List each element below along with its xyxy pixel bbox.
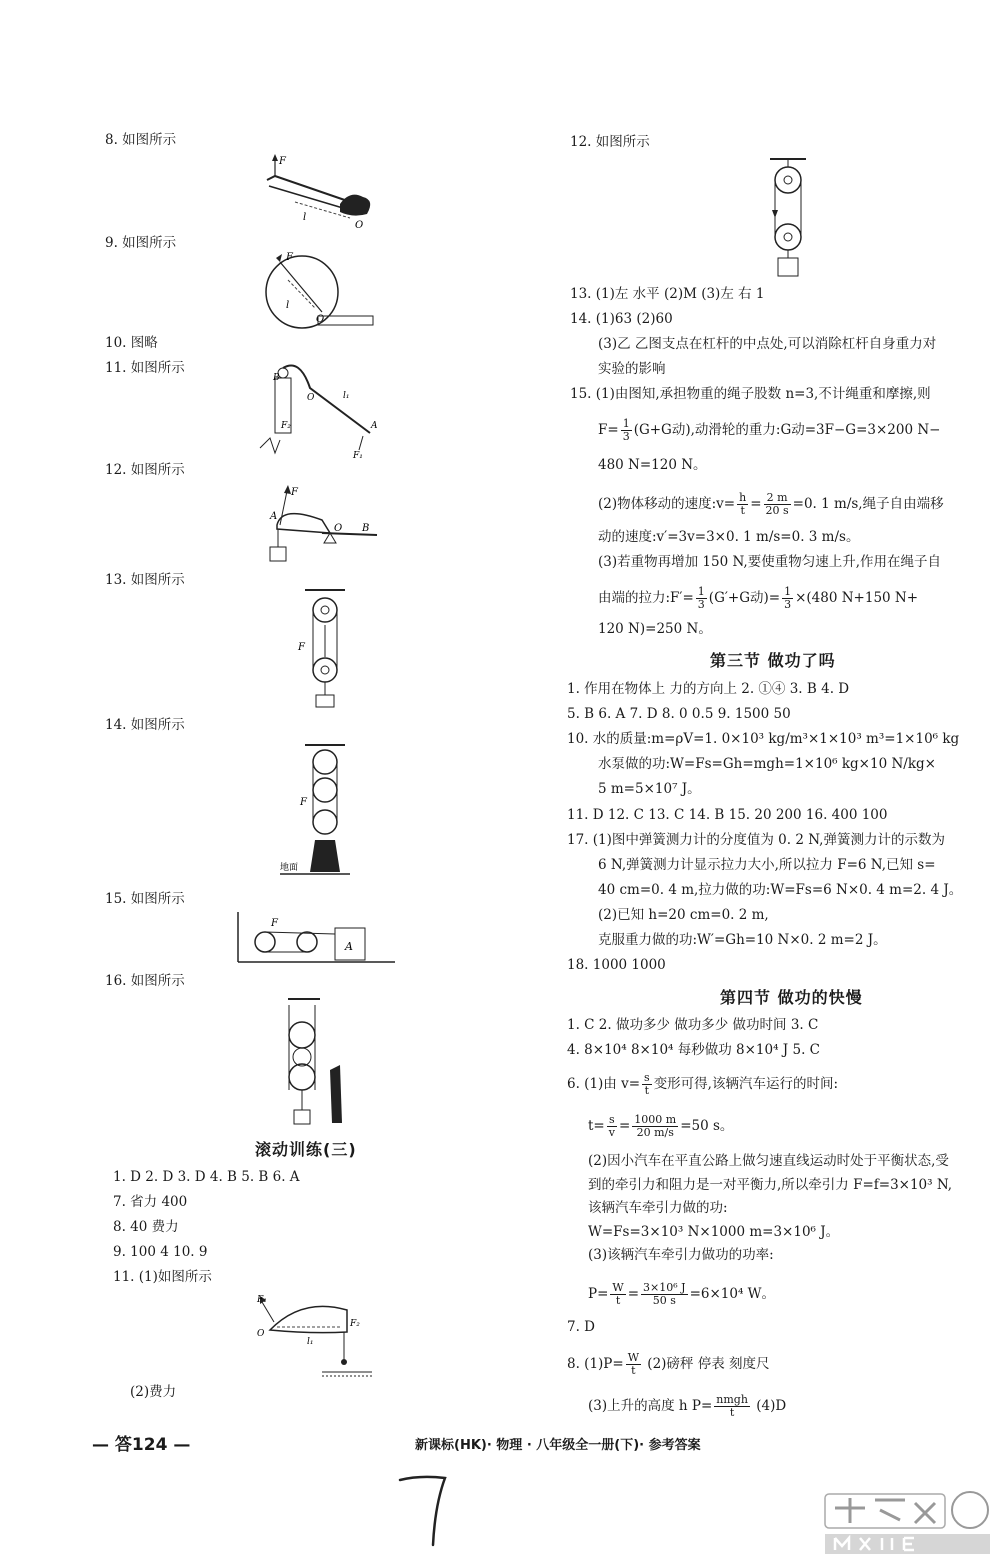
fraction-w-t	[610, 1282, 625, 1307]
frac-num: 1	[697, 585, 705, 598]
r-q15-answer-g	[598, 586, 918, 611]
fig14-label-f: F	[300, 797, 307, 808]
frac-den: 3	[784, 598, 792, 611]
r-q14-answer-c: 实验的影响	[598, 361, 666, 377]
rolling-answers-1-6: 1. D 2. D 3. D 4. B 5. B 6. A	[113, 1169, 300, 1185]
fraction-1-3	[621, 418, 632, 443]
fraction-1-3	[696, 586, 707, 611]
frac-den: 50 s	[652, 1294, 676, 1307]
frac-den: t	[631, 1364, 636, 1377]
s4-answer-6g: (3)该辆汽车牵引力做功的功率:	[588, 1247, 774, 1263]
section-title-work: 第三节 做功了吗	[710, 651, 836, 670]
q8-label: 8. 如图所示	[105, 132, 177, 148]
r-q15-answer-d	[598, 492, 944, 517]
figure-q15-pulley	[235, 912, 400, 967]
rfig11-label-l1: l₁	[307, 1337, 314, 1347]
rfig11-label-f1: F₁	[257, 1295, 267, 1305]
s3-answer-17c: 40 cm=0. 4 m,拉力做的功:W=Fs=6 N×0. 4 m=2. 4 J。	[598, 882, 963, 898]
s4-answer-7: 7. D	[567, 1319, 595, 1335]
frac-num: 1	[784, 585, 792, 598]
s4-6b-post: =50 s。	[680, 1118, 734, 1134]
s4-answer-6c: (2)因小汽车在平直公路上做匀速直线运动时处于平衡状态,受	[588, 1153, 949, 1169]
q12-label: 12. 如图所示	[105, 462, 185, 478]
s3-answer-11-16: 11. D 12. C 13. C 14. B 15. 20 200 16. 400 100	[567, 807, 888, 823]
s4-answer-1-3: 1. C 2. 做功多少 做功多少 做功时间 3. C	[567, 1017, 819, 1033]
frac-den: t	[644, 1084, 650, 1097]
s4-6b-mid: =	[618, 1118, 631, 1134]
fig11-label-f1: F₁	[353, 451, 363, 458]
rolling-answer-11a: 11. (1)如图所示	[113, 1269, 212, 1285]
frac-den: v	[608, 1126, 615, 1139]
frac-num: s	[644, 1071, 650, 1084]
frac-num: 2 m	[764, 492, 791, 505]
fig8-label-f: F	[279, 156, 286, 167]
r-q15g-mid: (G′+G动)=	[708, 590, 781, 606]
r-q15-answer-e: 动的速度:v′=3v=3×0. 1 m/s=0. 3 m/s。	[598, 529, 860, 545]
figure-q12-lever	[262, 485, 387, 565]
handwritten-seven	[395, 1470, 455, 1550]
fig8-label-l: l	[303, 212, 307, 223]
fig12-label-f: F	[291, 487, 298, 498]
fraction-s-t	[642, 1072, 652, 1097]
s3-answer-17e: 克服重力做的功:W′=Gh=10 N×0. 2 m=2 J。	[598, 932, 887, 948]
r-q15-answer-f: (3)若重物再增加 150 N,要使重物匀速上升,作用在绳子自	[598, 554, 942, 570]
frac-den: t	[729, 1406, 735, 1419]
frac-num: W	[627, 1351, 640, 1364]
fig11-label-o: O	[307, 393, 315, 403]
s4-answer-4-5: 4. 8×10⁴ 8×10⁴ 每秒做功 8×10⁴ J 5. C	[567, 1042, 821, 1058]
q15-label: 15. 如图所示	[105, 891, 185, 907]
r-q14-answer-a: 14. (1)63 (2)60	[570, 311, 673, 327]
frac-num: h	[739, 491, 747, 504]
fraction-s-v	[607, 1114, 617, 1139]
s3-answer-17d: (2)已知 h=20 cm=0. 2 m,	[598, 907, 769, 923]
frac-num: 3×10⁶ J	[643, 1281, 686, 1294]
page-number: — 答124 —	[92, 1435, 191, 1455]
fraction-2m-20s	[764, 492, 791, 517]
fig11-label-b: B	[273, 373, 280, 383]
r-q15-answer-h: 120 N)=250 N。	[598, 621, 712, 637]
r-q12-label: 12. 如图所示	[570, 134, 650, 150]
s4-6a-post: 变形可得,该辆汽车运行的时间:	[653, 1076, 839, 1092]
frac-num: 1000 m	[634, 1113, 677, 1126]
rolling-answer-9-10: 9. 100 4 10. 9	[113, 1244, 208, 1260]
rfig11-label-f2: F₂	[350, 1319, 360, 1329]
fig9-label-l: l	[286, 300, 290, 311]
r-q15g-pre: 由端的拉力:F′=	[598, 590, 694, 606]
fig8-label-o: O	[355, 220, 364, 231]
frac-den: t	[740, 504, 745, 517]
figure-rolling-q11-lever	[252, 1292, 377, 1380]
r-q15-answer-b	[598, 418, 940, 443]
figure-q14-pulley	[280, 740, 360, 880]
fig9-label-o: O	[316, 314, 325, 325]
fig9-label-f: F	[286, 252, 293, 263]
fig11-label-f2: F₂	[281, 421, 291, 431]
fraction-1000m-20ms	[632, 1114, 678, 1139]
frac-den: 3	[622, 430, 630, 443]
section-title-power: 第四节 做功的快慢	[720, 988, 863, 1007]
r-q15d-post: =0. 1 m/s,绳子自由端移	[792, 496, 944, 512]
s4-6a-pre: 6. (1)由 v=	[567, 1076, 641, 1092]
fig15-label-a: A	[345, 940, 353, 953]
s4-answer-6a	[567, 1072, 838, 1097]
s4-answer-8a	[567, 1352, 770, 1377]
figure-q9-wheel	[260, 250, 380, 330]
s4-6b-pre: t=	[588, 1118, 605, 1134]
r-q15-answer-a: 15. (1)由图知,承担物重的绳子股数 n=3,不计绳重和摩擦,则	[570, 386, 931, 402]
figure-q8-lever	[255, 152, 385, 232]
s4-6h-mid: =	[627, 1286, 640, 1302]
r-q14-answer-b: (3)乙 乙图支点在杠杆的中点处,可以消除杠杆自身重力对	[598, 336, 937, 352]
s3-answer-17a: 17. (1)图中弹簧测力计的分度值为 0. 2 N,弹簧测力计的示数为	[567, 832, 945, 848]
figure-q11-lever	[255, 358, 385, 458]
s4-answer-6e: 该辆汽车牵引力做的功:	[588, 1200, 728, 1216]
q11-label: 11. 如图所示	[105, 360, 185, 376]
q16-label: 16. 如图所示	[105, 973, 185, 989]
fraction-h-t	[737, 492, 748, 517]
s4-answer-6d: 到的牵引力和阻力是一对平衡力,所以牵引力 F=f=3×10³ N,	[588, 1177, 953, 1193]
s3-answer-17b: 6 N,弹簧测力计显示拉力大小,所以拉力 F=6 N,已知 s=	[598, 857, 936, 873]
rolling-answer-8: 8. 40 费力	[113, 1219, 179, 1235]
fraction-w-t	[626, 1352, 641, 1377]
fraction-3e6j-50s	[641, 1282, 688, 1307]
r-q15b-post: (G+G动),动滑轮的重力:G动=3F−G=3×200 N−	[633, 422, 941, 438]
s4-8a-post: (2)磅秤 停表 刻度尺	[643, 1356, 770, 1372]
r-q15b-pre: F=	[598, 422, 619, 438]
s4-answer-6f: W=Fs=3×10³ N×1000 m=3×10⁶ J。	[588, 1224, 840, 1240]
s4-6h-pre: P=	[588, 1286, 609, 1302]
fig15-label-f: F	[271, 918, 278, 929]
s3-answer-10c: 5 m=5×10⁷ J。	[598, 781, 701, 797]
fig11-label-a: A	[371, 421, 378, 431]
frac-den: 20 s	[765, 504, 789, 517]
fig12-label-b: B	[362, 523, 370, 534]
figure-r-q12-pulley	[762, 155, 822, 280]
s3-answer-5-9: 5. B 6. A 7. D 8. 0 0.5 9. 1500 50	[567, 706, 791, 722]
frac-num: s	[607, 1114, 617, 1127]
q9-label: 9. 如图所示	[105, 235, 177, 251]
r-q15d-pre: (2)物体移动的速度:v=	[598, 496, 736, 512]
q14-label: 14. 如图所示	[105, 717, 185, 733]
fig12-label-a: A	[270, 511, 278, 522]
figure-q16-pulley	[280, 995, 360, 1130]
section-title-rolling-practice: 滚动训练(三)	[255, 1140, 357, 1159]
fig13-label-f: F	[298, 642, 305, 653]
s3-answer-18: 18. 1000 1000	[567, 957, 666, 973]
rfig11-label-o: O	[257, 1329, 265, 1339]
r-q15d-mid: =	[750, 496, 762, 512]
frac-num: 1	[622, 417, 630, 430]
fig12-label-o: O	[334, 523, 343, 534]
rolling-answer-11b: (2)费力	[130, 1384, 177, 1400]
s4-answer-6h	[588, 1282, 775, 1307]
frac-den: t	[615, 1294, 621, 1307]
fig11-label-l1: l₁	[343, 391, 350, 401]
r-q15-answer-c: 480 N=120 N。	[598, 457, 707, 473]
figure-q13-pulley	[290, 585, 360, 710]
s3-answer-1-4: 1. 作用在物体上 力的方向上 2. ①④ 3. B 4. D	[567, 681, 850, 697]
frac-den: 3	[697, 598, 705, 611]
s3-answer-10b: 水泵做的功:W=Fs=Gh=mgh=1×10⁶ kg×10 N/kg×	[598, 756, 936, 772]
rolling-answer-7: 7. 省力 400	[113, 1194, 188, 1210]
q13-label: 13. 如图所示	[105, 572, 185, 588]
s4-8b-post: (4)D	[751, 1398, 787, 1414]
s3-answer-10a: 10. 水的质量:m=ρV=1. 0×10³ kg/m³×1×10³ m³=1×10⁶ kg	[567, 731, 960, 747]
fraction-1-3	[782, 586, 793, 611]
s4-8b-pre: (3)上升的高度 h P=	[588, 1398, 713, 1414]
book-title-footer: 新课标(HK)· 物理 · 八年级全一册(下)· 参考答案	[415, 1438, 701, 1453]
s4-answer-6b	[588, 1114, 733, 1139]
r-q13-answer: 13. (1)左 水平 (2)M (3)左 右 1	[570, 286, 765, 302]
frac-num: nmgh	[716, 1393, 748, 1406]
q10-label: 10. 图略	[105, 335, 158, 351]
watermark-logo	[820, 1488, 995, 1558]
r-q15g-post: ×(480 N+150 N+	[795, 590, 919, 606]
s4-answer-8b	[588, 1394, 786, 1419]
fig14-label-ground: 地面	[280, 863, 299, 873]
s4-8a-pre: 8. (1)P=	[567, 1356, 624, 1372]
frac-den: 20 m/s	[636, 1126, 674, 1139]
fraction-nmgh-t	[714, 1394, 750, 1419]
frac-num: W	[612, 1281, 624, 1294]
s4-6h-post: =6×10⁴ W。	[689, 1286, 776, 1302]
